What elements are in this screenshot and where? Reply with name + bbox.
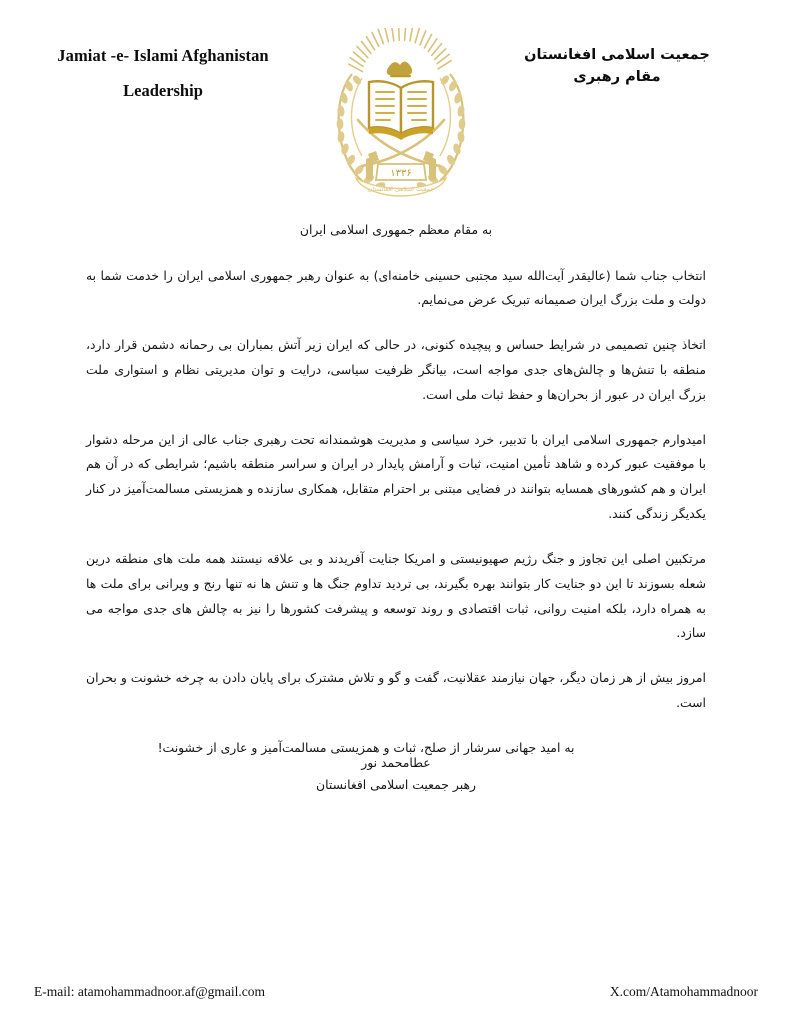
year-banner (376, 164, 426, 180)
svg-text:جمعیت اسلامی افغانستان: جمعیت اسلامی افغانستان (367, 186, 435, 193)
signature-block (0, 752, 792, 795)
jamiat-seal-emblem (322, 28, 480, 200)
page-footer (0, 984, 792, 1008)
paragraph-2: اتخاذ چنین تصمیمی در شرایط حساس و پیچیده کنونی، در حالی که ایران زیر آتش بمباران بی رحمانه دشمن قرار دارد، منطقه با تنش‌ها و چالش‌های جدی مواجه است، بیانگر ظرفیت سیاسی، درایت و توان مدیریتی نظام و استواری ملت بزرگ ایران در عبور از بحران‌ها و حفظ ثبات ملی است. (86, 337, 706, 402)
header-dari-line2: مقام رهبری (573, 69, 661, 86)
paragraph-3: امیدوارم جمهوری اسلامی ایران با تدبیر، خرد سیاسی و مدیریت هوشمندانه تحت رهبری جناب عالی از این مرحله دشوار با موفقیت عبور کرده و شاهد تأمین امنیت، ثبات و آرامش پایدار در ایران و سراسر منطقه باشیم؛ شرایطی که در آن هم ایران و هم کشورهای همسایه بتوانند در فضایی مبتنی بر احترام متقابل، همکاری سازنده و همزیستی مسالمت‌آمیز در کنار یکدیگر زندگی کنند. (86, 431, 706, 522)
paragraph-5: امروز بیش از هر زمان دیگر، جهان نیازمند عقلانیت، گفت و گو و تلاش مشترک برای پایان دادن به چرخه خشونت و بحران است. (86, 670, 706, 710)
header-dari-line1: جمعیت اسلامی افغانستان (524, 47, 710, 63)
salutation: به مقام معظم جمهوری اسلامی ایران (299, 222, 493, 237)
paragraph-1: انتخاب جناب شما (عالیقدر آیت‌الله سید مجتبی حسینی خامنه‌ای) به عنوان رهبر جمهوری اسلامی ایران را خدمت شما به دولت و ملت بزرگ ایران صمیمانه تبریک عرض می‌نمایم. (86, 267, 706, 308)
header-english-line2: Leadership (123, 80, 203, 100)
paragraph-4: مرتکبین اصلی این تجاوز و جنگ رژیم صهیونیستی و امریکا جنایت آفریدند و بی علاقه نیستند همه ملت های منطقه درین شعله بسوزند تا این دو جنایت کار بتوانند بهره بگیرند، بی تردید تداوم جنگ ها و تنش ها نه تنها رنج و ویرانی برای ملت ها به همراه دارد، بلکه امنیت روانی، ثبات اقتصادی و روند توسعه و پیشرفت کشورها را نیز به چالش های جدی مواجه می سازد. (86, 550, 706, 641)
signatory-title: رهبر جمعیت اسلامی افغانستان (315, 776, 477, 792)
closing-line: به امید جهانی سرشار از صلح، ثبات و همزیستی مسالمت‌آمیز و عاری از خشونت! (157, 739, 575, 755)
footer-email[interactable]: E-mail: atamohammadnoor.af@gmail.com (34, 984, 265, 999)
letter-body (86, 218, 706, 761)
emblem-calligraphy (387, 61, 412, 77)
svg-text:۱۳۳۶: ۱۳۳۶ (390, 168, 412, 179)
header-english-line1: Jamiat -e- Islami Afghanistan (57, 46, 269, 65)
letterhead (0, 0, 792, 200)
footer-social-handle[interactable]: X.com/Atamohammadnoor (609, 984, 758, 999)
header-english (18, 48, 308, 99)
header-dari (492, 44, 742, 89)
signatory-name: عطامحمد نور (361, 755, 431, 770)
open-book-icon (369, 81, 433, 140)
